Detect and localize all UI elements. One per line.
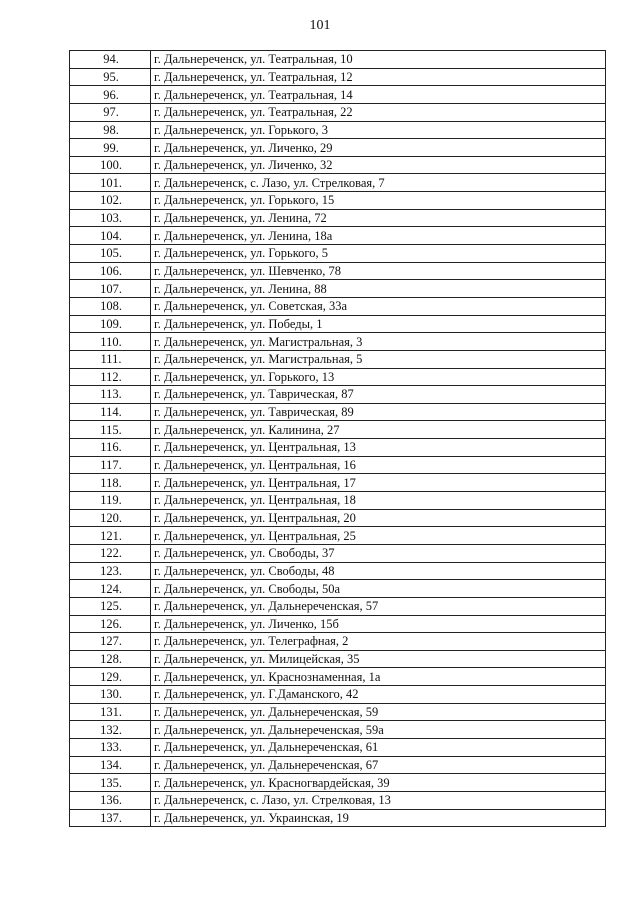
row-address: г. Дальнереченск, ул. Украинская, 19 xyxy=(151,809,606,827)
row-address: г. Дальнереченск, ул. Горького, 15 xyxy=(151,192,606,210)
table-row xyxy=(70,227,606,245)
row-number: 108. xyxy=(70,297,151,315)
table-row xyxy=(70,209,606,227)
table-row xyxy=(70,245,606,263)
row-number: 100. xyxy=(70,156,151,174)
row-number: 117. xyxy=(70,456,151,474)
table-row xyxy=(70,791,606,809)
row-number: 106. xyxy=(70,262,151,280)
row-address: г. Дальнереченск, ул. Калинина, 27 xyxy=(151,421,606,439)
table-row xyxy=(70,474,606,492)
address-table xyxy=(69,50,606,827)
row-address: г. Дальнереченск, ул. Горького, 13 xyxy=(151,368,606,386)
table-row xyxy=(70,139,606,157)
table-row xyxy=(70,68,606,86)
table-row xyxy=(70,544,606,562)
table-row xyxy=(70,121,606,139)
row-number: 107. xyxy=(70,280,151,298)
row-address: г. Дальнереченск, ул. Телеграфная, 2 xyxy=(151,633,606,651)
row-address: г. Дальнереченск, ул. Дальнереченская, 57 xyxy=(151,597,606,615)
table-row xyxy=(70,386,606,404)
row-number: 126. xyxy=(70,615,151,633)
row-address: г. Дальнереченск, ул. Центральная, 17 xyxy=(151,474,606,492)
row-address: г. Дальнереченск, ул. Дальнереченская, 61 xyxy=(151,738,606,756)
row-address: г. Дальнереченск, ул. Театральная, 12 xyxy=(151,68,606,86)
row-number: 129. xyxy=(70,668,151,686)
row-number: 121. xyxy=(70,527,151,545)
row-number: 134. xyxy=(70,756,151,774)
row-number: 102. xyxy=(70,192,151,210)
row-number: 131. xyxy=(70,703,151,721)
table-row xyxy=(70,280,606,298)
row-address: г. Дальнереченск, ул. Дальнереченская, 59а xyxy=(151,721,606,739)
table-row xyxy=(70,738,606,756)
row-number: 105. xyxy=(70,245,151,263)
row-number: 123. xyxy=(70,562,151,580)
row-address: г. Дальнереченск, ул. Милицейская, 35 xyxy=(151,650,606,668)
row-number: 135. xyxy=(70,774,151,792)
row-number: 94. xyxy=(70,51,151,69)
row-address: г. Дальнереченск, ул. Горького, 5 xyxy=(151,245,606,263)
row-address: г. Дальнереченск, ул. Театральная, 22 xyxy=(151,103,606,121)
table-row xyxy=(70,809,606,827)
table-row xyxy=(70,562,606,580)
row-address: г. Дальнереченск, ул. Шевченко, 78 xyxy=(151,262,606,280)
table-row xyxy=(70,633,606,651)
table-row xyxy=(70,51,606,69)
row-address: г. Дальнереченск, ул. Личенко, 29 xyxy=(151,139,606,157)
row-address: г. Дальнереченск, ул. Магистральная, 5 xyxy=(151,350,606,368)
row-number: 104. xyxy=(70,227,151,245)
row-address: г. Дальнереченск, ул. Победы, 1 xyxy=(151,315,606,333)
row-number: 130. xyxy=(70,686,151,704)
table-row xyxy=(70,492,606,510)
row-address: г. Дальнереченск, ул. Г.Даманского, 42 xyxy=(151,686,606,704)
row-number: 133. xyxy=(70,738,151,756)
row-number: 103. xyxy=(70,209,151,227)
row-address: г. Дальнереченск, ул. Ленина, 88 xyxy=(151,280,606,298)
address-table-body xyxy=(70,51,606,827)
table-row xyxy=(70,174,606,192)
row-address: г. Дальнереченск, ул. Магистральная, 3 xyxy=(151,333,606,351)
row-number: 137. xyxy=(70,809,151,827)
row-address: г. Дальнереченск, ул. Свободы, 37 xyxy=(151,544,606,562)
table-row xyxy=(70,580,606,598)
row-number: 101. xyxy=(70,174,151,192)
row-address: г. Дальнереченск, ул. Красногвардейская, 39 xyxy=(151,774,606,792)
row-address: г. Дальнереченск, ул. Центральная, 16 xyxy=(151,456,606,474)
row-address: г. Дальнереченск, ул. Дальнереченская, 67 xyxy=(151,756,606,774)
table-row xyxy=(70,262,606,280)
table-row xyxy=(70,686,606,704)
table-row xyxy=(70,527,606,545)
row-address: г. Дальнереченск, ул. Горького, 3 xyxy=(151,121,606,139)
row-number: 128. xyxy=(70,650,151,668)
row-number: 119. xyxy=(70,492,151,510)
row-address: г. Дальнереченск, ул. Личенко, 32 xyxy=(151,156,606,174)
row-address: г. Дальнереченск, ул. Свободы, 48 xyxy=(151,562,606,580)
row-address: г. Дальнереченск, с. Лазо, ул. Стрелковая, 7 xyxy=(151,174,606,192)
row-number: 124. xyxy=(70,580,151,598)
table-row xyxy=(70,597,606,615)
table-row xyxy=(70,368,606,386)
row-number: 136. xyxy=(70,791,151,809)
row-number: 110. xyxy=(70,333,151,351)
row-number: 125. xyxy=(70,597,151,615)
row-address: г. Дальнереченск, ул. Центральная, 20 xyxy=(151,509,606,527)
row-address: г. Дальнереченск, ул. Театральная, 14 xyxy=(151,86,606,104)
row-number: 127. xyxy=(70,633,151,651)
row-number: 118. xyxy=(70,474,151,492)
table-row xyxy=(70,350,606,368)
table-row xyxy=(70,315,606,333)
table-row xyxy=(70,721,606,739)
row-number: 122. xyxy=(70,544,151,562)
table-row xyxy=(70,86,606,104)
page-number: 101 xyxy=(309,18,331,33)
table-row xyxy=(70,297,606,315)
row-address: г. Дальнереченск, ул. Центральная, 18 xyxy=(151,492,606,510)
row-address: г. Дальнереченск, ул. Личенко, 15б xyxy=(151,615,606,633)
table-row xyxy=(70,668,606,686)
row-number: 112. xyxy=(70,368,151,386)
row-address: г. Дальнереченск, ул. Дальнереченская, 59 xyxy=(151,703,606,721)
row-number: 115. xyxy=(70,421,151,439)
table-row xyxy=(70,703,606,721)
table-row xyxy=(70,156,606,174)
table-row xyxy=(70,333,606,351)
row-number: 98. xyxy=(70,121,151,139)
row-number: 95. xyxy=(70,68,151,86)
row-number: 109. xyxy=(70,315,151,333)
table-row xyxy=(70,756,606,774)
table-row xyxy=(70,439,606,457)
row-number: 113. xyxy=(70,386,151,404)
table-row xyxy=(70,509,606,527)
table-row xyxy=(70,192,606,210)
row-number: 97. xyxy=(70,103,151,121)
row-address: г. Дальнереченск, ул. Ленина, 72 xyxy=(151,209,606,227)
row-number: 120. xyxy=(70,509,151,527)
row-number: 111. xyxy=(70,350,151,368)
table-row xyxy=(70,421,606,439)
row-address: г. Дальнереченск, с. Лазо, ул. Стрелковая, 13 xyxy=(151,791,606,809)
row-address: г. Дальнереченск, ул. Ленина, 18а xyxy=(151,227,606,245)
row-number: 114. xyxy=(70,403,151,421)
row-address: г. Дальнереченск, ул. Центральная, 13 xyxy=(151,439,606,457)
table-row xyxy=(70,103,606,121)
row-address: г. Дальнереченск, ул. Таврическая, 89 xyxy=(151,403,606,421)
table-row xyxy=(70,774,606,792)
row-address: г. Дальнереченск, ул. Советская, 33а xyxy=(151,297,606,315)
row-number: 96. xyxy=(70,86,151,104)
row-number: 116. xyxy=(70,439,151,457)
row-address: г. Дальнереченск, ул. Свободы, 50а xyxy=(151,580,606,598)
table-row xyxy=(70,650,606,668)
row-address: г. Дальнереченск, ул. Краснознаменная, 1а xyxy=(151,668,606,686)
row-address: г. Дальнереченск, ул. Таврическая, 87 xyxy=(151,386,606,404)
row-number: 99. xyxy=(70,139,151,157)
table-row xyxy=(70,403,606,421)
table-row xyxy=(70,456,606,474)
row-address: г. Дальнереченск, ул. Центральная, 25 xyxy=(151,527,606,545)
row-address: г. Дальнереченск, ул. Театральная, 10 xyxy=(151,51,606,69)
row-number: 132. xyxy=(70,721,151,739)
table-row xyxy=(70,615,606,633)
